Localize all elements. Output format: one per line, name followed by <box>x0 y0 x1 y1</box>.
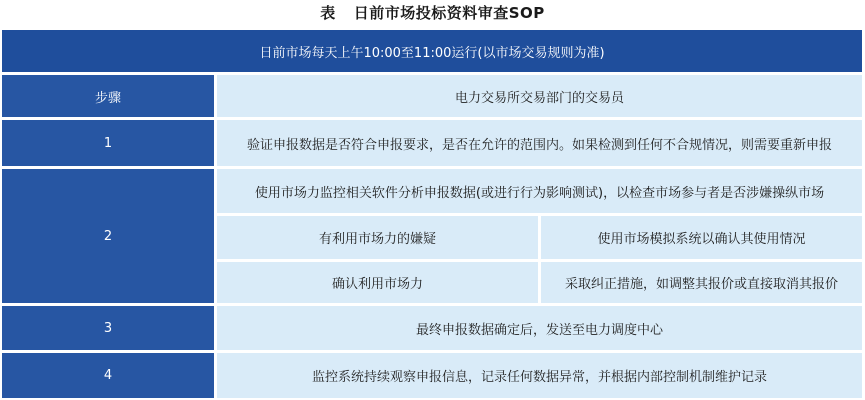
step-text-4: 监控系统持续观察申报信息，记录任何数据异常，并根据内部控制机制维护记录 <box>217 353 862 398</box>
step-number-3: 3 <box>2 306 214 350</box>
sop-table <box>2 30 862 398</box>
step-2-sub-right-2: 采取纠正措施，如调整其报价或直接取消其报价 <box>541 262 862 303</box>
caption-label: 表 <box>320 4 336 22</box>
table-caption <box>0 0 865 26</box>
table-header: 日前市场每天上午10:00至11:00运行(以市场交易规则为准) <box>2 30 862 72</box>
column-header-actor: 电力交易所交易部门的交易员 <box>217 75 862 117</box>
step-2-sub-left-1: 有利用市场力的嫌疑 <box>217 216 538 259</box>
step-text-1: 验证申报数据是否符合申报要求，是否在允许的范围内。如果检测到任何不合规情况，则需要重新申报 <box>217 120 862 166</box>
step-number-2: 2 <box>2 169 214 303</box>
step-number-4: 4 <box>2 353 214 398</box>
step-number-1: 1 <box>2 120 214 166</box>
step-text-2: 使用市场力监控相关软件分析申报数据(或进行行为影响测试)，以检查市场参与者是否涉嫌操纵市场 <box>217 169 862 213</box>
step-2-sub-left-2: 确认利用市场力 <box>217 262 538 303</box>
caption-title: 日前市场投标资料审查SOP <box>353 4 545 22</box>
column-header-step: 步骤 <box>2 75 214 117</box>
step-2-sub-right-1: 使用市场模拟系统以确认其使用情况 <box>541 216 862 259</box>
step-text-3: 最终申报数据确定后，发送至电力调度中心 <box>217 306 862 350</box>
